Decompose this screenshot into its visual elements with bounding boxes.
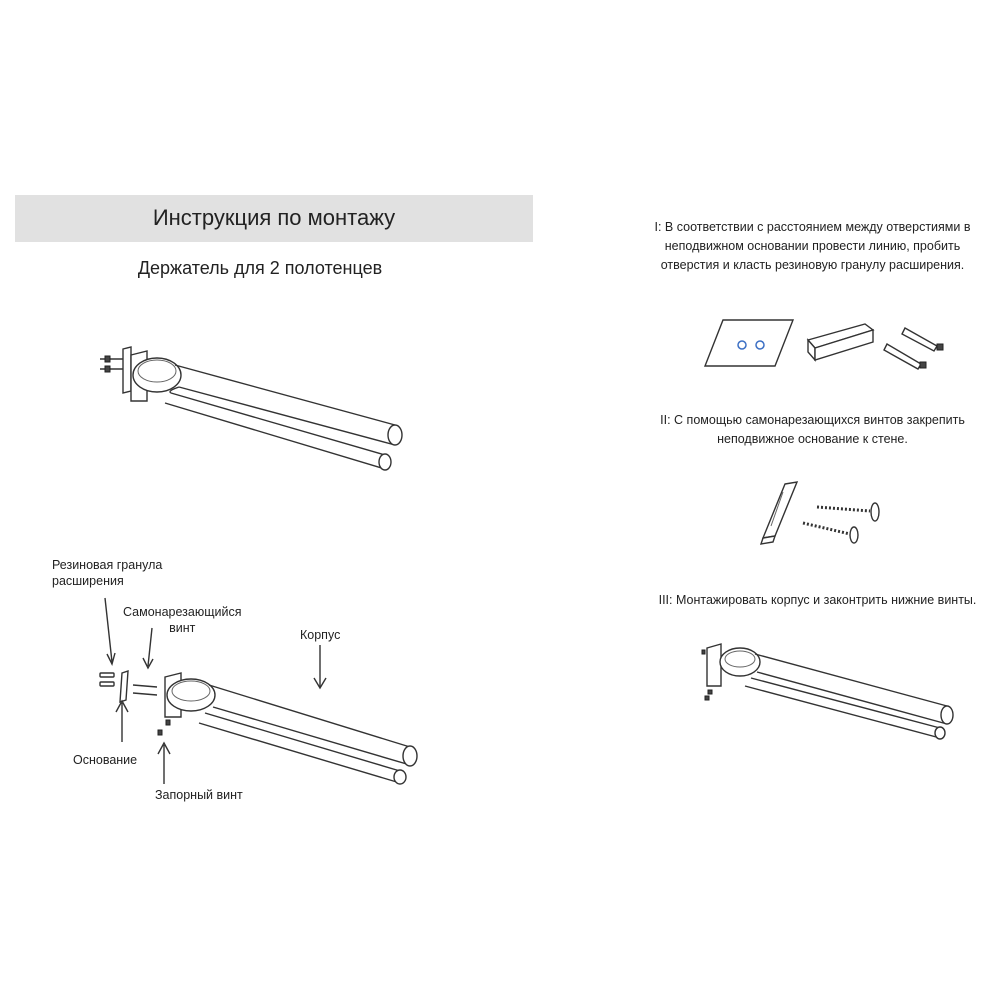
step-2-illustration bbox=[755, 480, 890, 545]
step-1-illustration bbox=[705, 318, 955, 378]
arrow-body bbox=[312, 645, 332, 690]
label-body: Корпус bbox=[300, 628, 341, 642]
exploded-diagram bbox=[95, 665, 425, 785]
step-3-illustration bbox=[695, 640, 965, 745]
page-title: Инструкция по монтажу bbox=[152, 205, 396, 230]
page-subtitle: Держатель для 2 полотенцев bbox=[137, 258, 383, 278]
towel-holder-illustration bbox=[95, 345, 415, 475]
arrow-lock-screw bbox=[154, 742, 174, 787]
step-1-line1: I: В соответствии с расстоянием между отверстиями в bbox=[654, 220, 971, 234]
step-1-text bbox=[640, 218, 985, 275]
hole-icon bbox=[738, 341, 746, 349]
step-1-line3: отверстия и класть резиновую гранулу расширения. bbox=[660, 258, 965, 272]
label-base: Основание bbox=[73, 753, 138, 767]
step-3-text: III: Монтажировать корпус и законтрить нижние винты. bbox=[658, 593, 977, 607]
label-lock-screw: Запорный винт bbox=[155, 788, 243, 802]
label-screw-line1: Самонарезающийся bbox=[123, 605, 242, 619]
arrow-base bbox=[112, 700, 132, 745]
label-rubber-granule bbox=[52, 557, 162, 589]
step-2-line1: II: С помощью самонарезающихся винтов закрепить bbox=[660, 413, 965, 427]
hole-icon bbox=[756, 341, 764, 349]
label-screw-line2: винт bbox=[169, 621, 196, 635]
step-2-text bbox=[640, 411, 985, 449]
step-2-line2: неподвижное основание к стене. bbox=[717, 432, 908, 446]
step-1-line2: неподвижном основании провести линию, пробить bbox=[664, 239, 961, 253]
label-rubber-line2: расширения bbox=[52, 574, 124, 588]
arrow-rubber bbox=[100, 598, 120, 668]
label-rubber-line1: Резиновая гранула bbox=[52, 558, 163, 572]
label-self-tapping-screw bbox=[123, 604, 241, 636]
